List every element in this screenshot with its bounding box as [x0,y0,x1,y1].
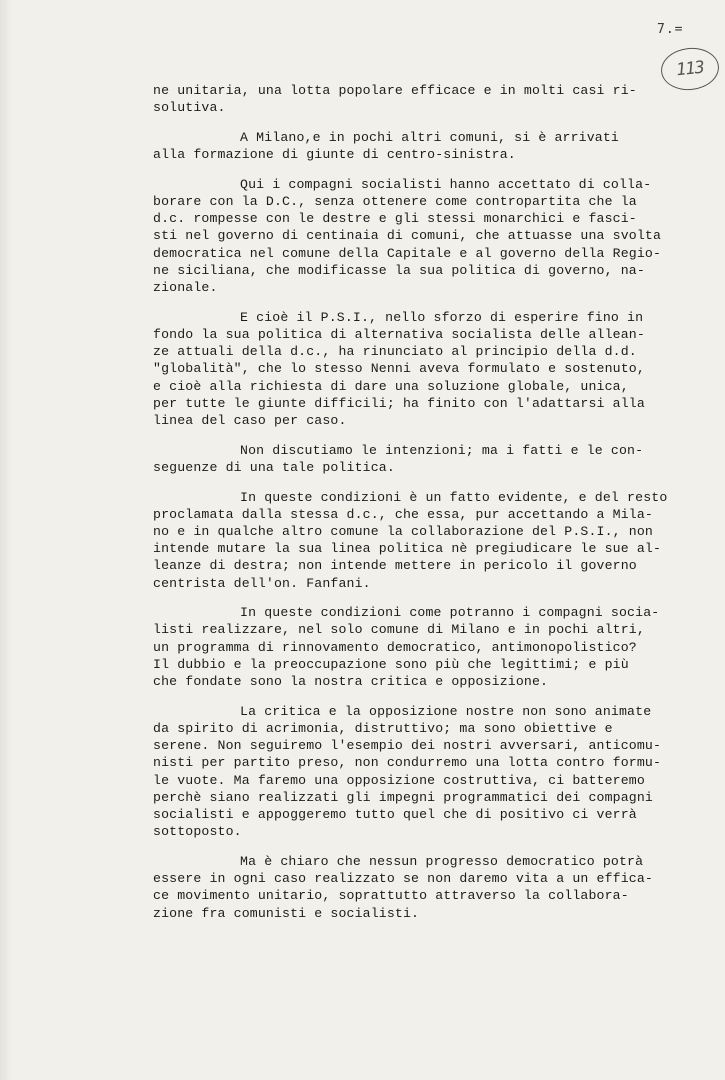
text-line: ne siciliana, che modificasse la sua politica di governo, na- [153,262,645,278]
text-line: zione fra comunisti e socialisti. [153,905,420,921]
text-line: seguenze di una tale politica. [153,459,395,475]
paragraph [153,176,713,296]
text-line: ce movimento unitario, soprattutto attraverso la collabora- [153,888,629,904]
text-line: Qui i compagni socialisti hanno accettato di colla- [240,176,652,192]
paragraph [153,442,713,476]
text-line: Non discutiamo le intenzioni; ma i fatti e le con- [240,442,644,458]
text-line: listi realizzare, nel solo comune di Milano e in pochi altri, [153,622,645,638]
text-line: socialisti e appoggeremo tutto quel che di positivo ci verrà [153,807,637,823]
text-line: E cioè il P.S.I., nello sforzo di esperire fino in [240,309,644,325]
text-line: le vuote. Ma faremo una opposizione costruttiva, ci batteremo [153,772,645,788]
text-line: perchè siano realizzati gli impegni programmatici dei compagni [153,789,653,805]
scan-edge-shadow [0,0,12,1080]
paragraph [153,703,713,841]
text-line: solutiva. [153,100,226,116]
text-line: per tutte le giunte difficili; ha finito con l'adattarsi alla [153,395,645,411]
text-line: da spirito di acrimonia, distruttivo; ma sono obiettive e [153,721,613,736]
text-line: ze attuali della d.c., ha rinunciato al principio della d.d. [153,344,637,360]
paragraph [153,853,713,922]
text-line: serene. Non seguiremo l'esempio dei nostri avversari, anticomu- [153,738,662,754]
text-line: d.c. rompesse con le destre e gli stessi monarchici e fasci- [153,211,637,227]
text-line: "globalità", che lo stesso Nenni aveva formulato e sostenuto, [153,361,645,377]
paragraph [153,604,713,690]
text-line: ne unitaria, una lotta popolare efficace e in molti casi ri- [153,83,637,98]
paragraph [153,309,713,429]
paragraph [153,489,713,592]
text-line: e cioè alla richiesta di dare una soluzione globale, unica, [153,378,629,394]
text-line: alla formazione di giunte di centro-sinistra. [153,147,516,163]
text-line: fondo la sua politica di alternativa socialista delle allean- [153,326,645,342]
text-line: zionale. [153,280,218,296]
text-line: sottoposto. [153,824,242,840]
text-line: nisti per partito preso, non condurremo una lotta contro formu- [153,755,662,771]
typewritten-body [153,82,713,934]
text-line: leanze di destra; non intende mettere in pericolo il governo [153,558,637,574]
page-number: 7.= [657,22,684,37]
paragraph [153,82,713,116]
text-line: essere in ogni caso realizzato se non daremo vita a un effica- [153,871,653,887]
text-line: In queste condizioni come potranno i compagni socia- [240,605,660,621]
text-line: no e in qualche altro comune la collaborazione del P.S.I., non [153,523,653,539]
text-line: A Milano,e in pochi altri comuni, si è arrivati [240,129,619,145]
text-line: Ma è chiaro che nessun progresso democratico potrà [240,853,644,869]
archive-stamp-number: 113 [675,57,705,81]
text-line: La critica e la opposizione nostre non sono animate [240,703,652,719]
text-line: che fondate sono la nostra critica e opposizione. [153,674,549,690]
text-line: intende mutare la sua linea politica nè pregiudicare le sue al- [153,541,662,557]
text-line: In queste condizioni è un fatto evidente, e del resto [240,489,668,505]
text-line: democratica nel comune della Capitale e al governo della Regio- [153,245,662,261]
text-line: linea del caso per caso. [153,412,347,428]
text-line: centrista dell'on. Fanfani. [153,575,371,591]
text-line: proclamata dalla stessa d.c., che essa, pur accettando a Mila- [153,506,653,522]
text-line: borare con la D.C., senza ottenere come contropartita che la [153,194,637,210]
paragraph [153,129,713,163]
text-line: sti nel governo di centinaia di comuni, che attuasse una svolta [153,228,662,244]
text-line: un programma di rinnovamento democratico, antimonopolistico? [153,639,637,655]
text-line: Il dubbio e la preoccupazione sono più che legittimi; e più [153,656,629,672]
